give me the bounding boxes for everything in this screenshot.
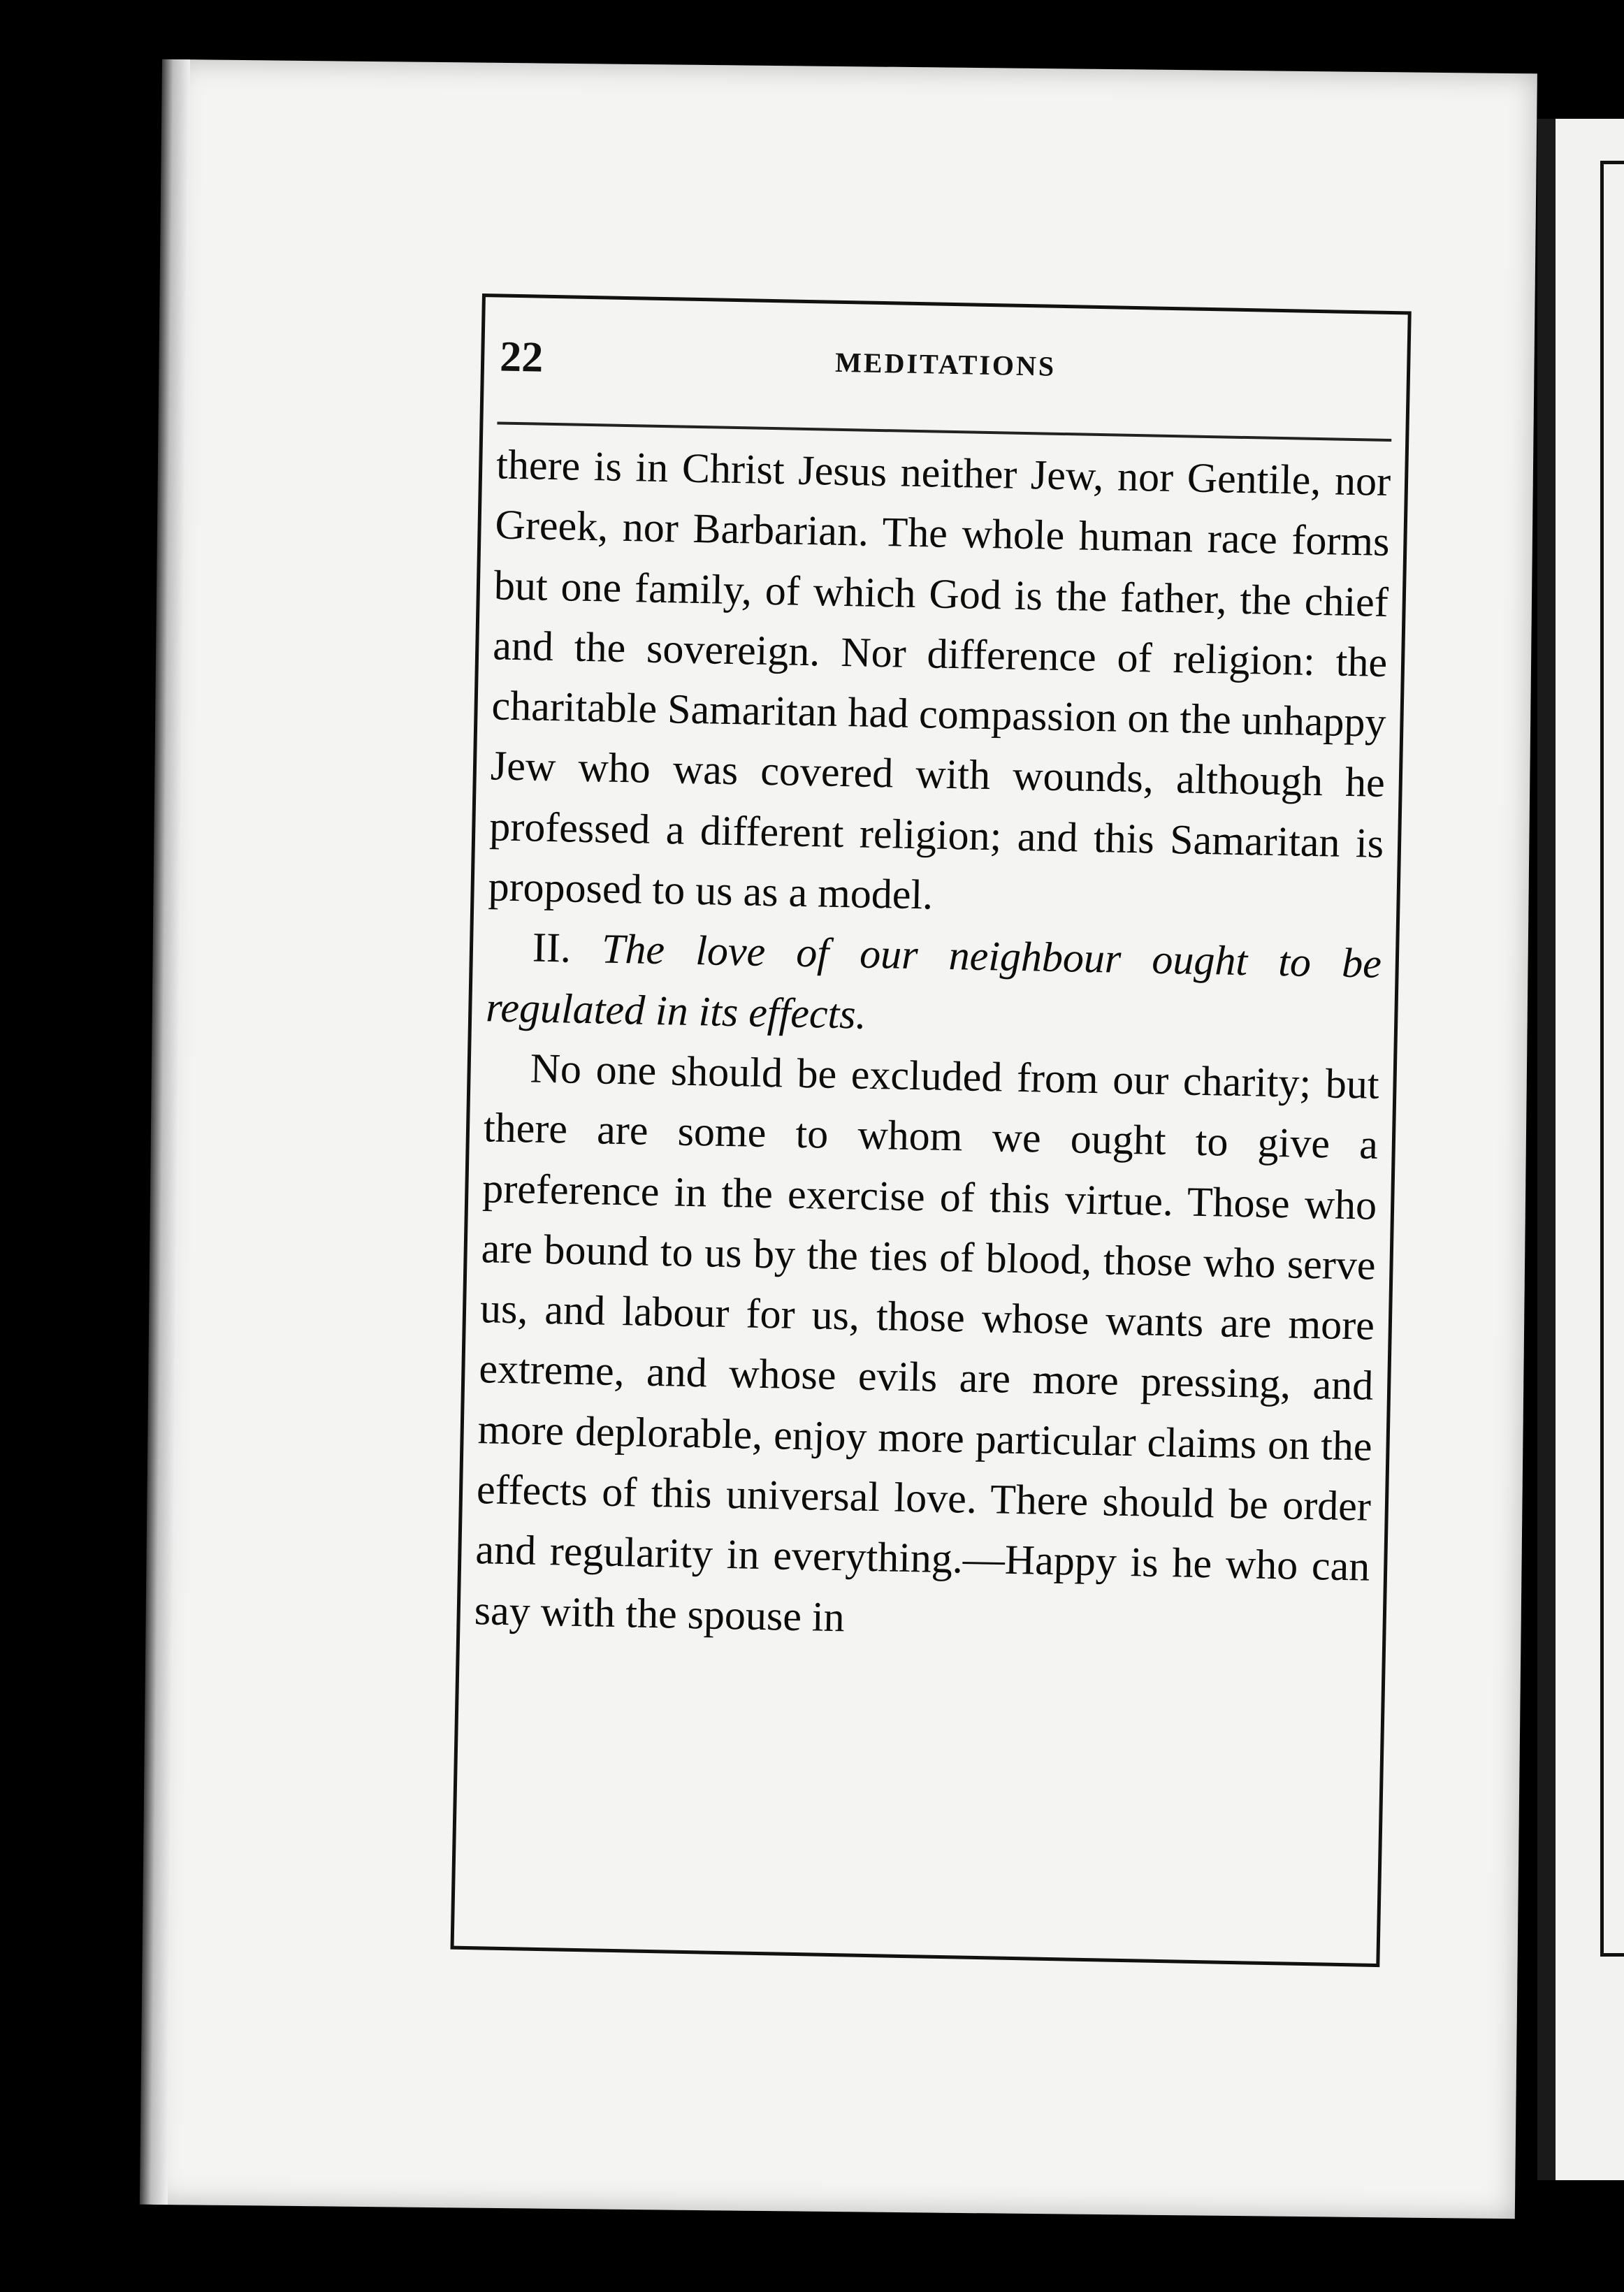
facing-page-frame [1600,161,1624,1957]
running-head: MEDITATIONS [834,346,1057,382]
page-number: 22 [499,333,544,382]
section-heading [486,917,1382,1054]
section-heading-title: The love of our neighbour ought to be regulated in its effects. [485,925,1382,1038]
paragraph-continued: there is in Christ Jesus neither Jew, nor Gentile, nor Greek, nor Barbarian. The whole human race forms but one family, of which God is the father, the chief and the sovereign. Nor difference of religion: the charitable Samaritan had compassion on the unhappy Jew who was covered with wounds, although he professed a different religion; and this Samaritan is proposed to us as a model. [488,441,1391,918]
printed-text-frame [451,293,1412,1967]
paragraph: No one should be excluded from our charity; but there are some to whom we ought to give a preference in the exercise of this virtue. Those who are bound to us by the ties of blood, those who serve us, and labour for us, those whose wants are more extreme, and whose evils are more pressing, and more deplorable, enjoy more particular claims on the effects of this universal love. There should be order and regularity in everything.—Happy is he who can say with the spouse in [474,1045,1380,1640]
section-heading-number: II. [532,924,572,971]
body-text [474,434,1391,1657]
